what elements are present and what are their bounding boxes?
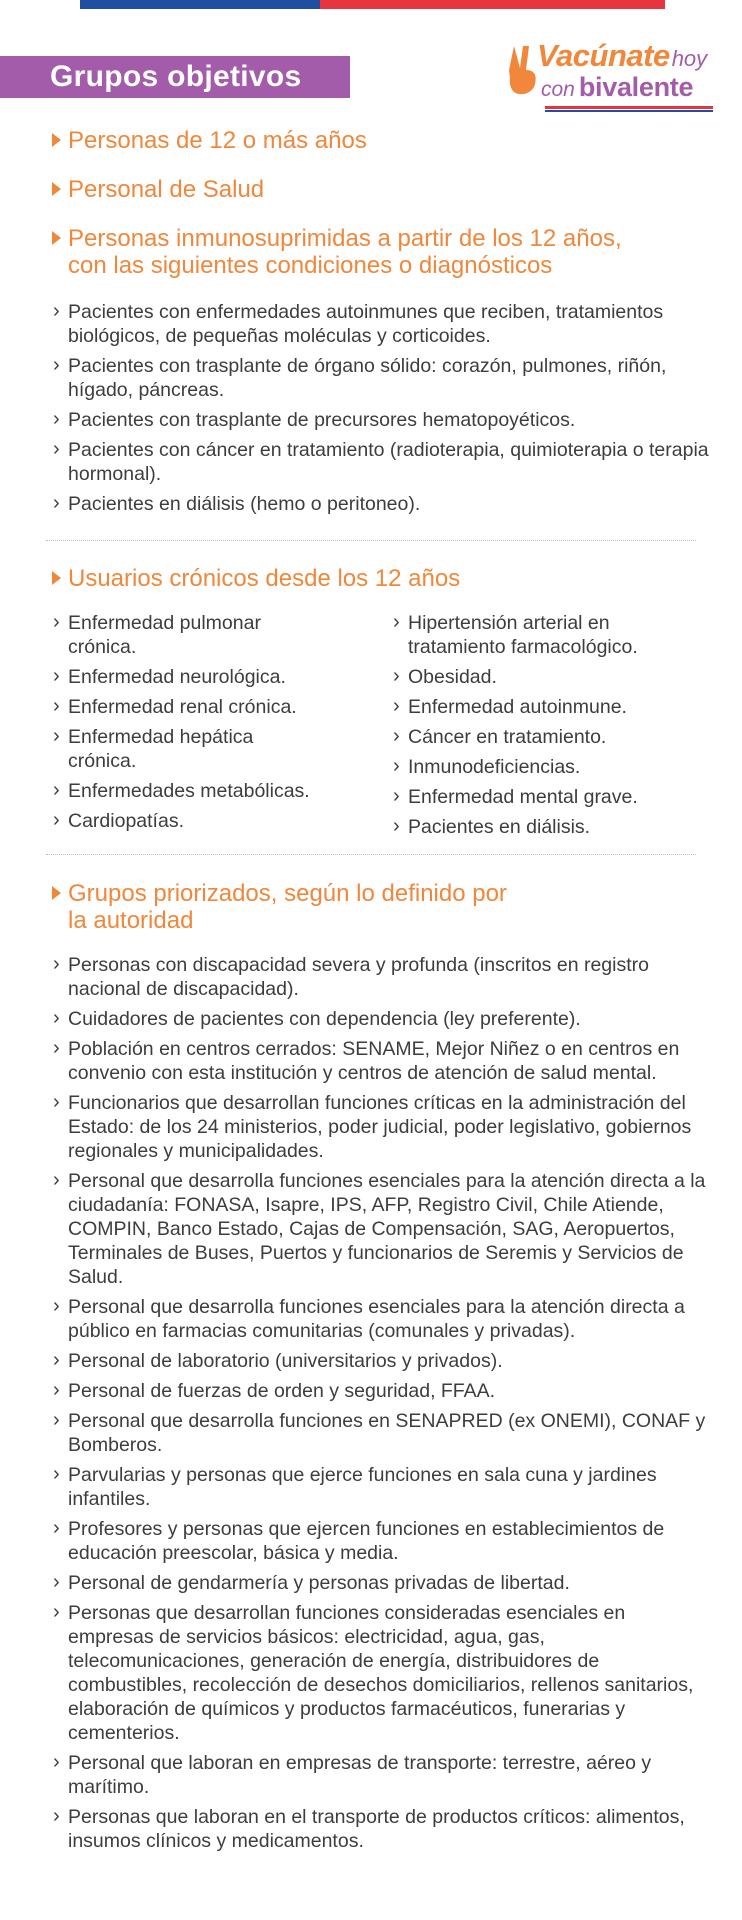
list-item: › Población en centros cerrados: SENAME, Mejor Niñez o en centros en convenio con esta institución y centros de atención de salud mental. — [56, 1037, 716, 1085]
heading-inmunosuprimidas-line1: Personas inmunosuprimidas a partir de los 12 años, — [68, 225, 622, 252]
list-item: › Cáncer en tratamiento. — [396, 725, 696, 749]
list-item: › Funcionarios que desarrollan funciones críticas en la administración del Estado: de los 24 ministerios, poder judicial, poder legislativo, gobiernos regionales y municipalidades. — [56, 1091, 716, 1163]
campaign-logo — [505, 38, 720, 113]
list-item: › Personas con discapacidad severa y profunda (inscritos en registro nacional de discapacidad). — [56, 953, 716, 1001]
logo-word-bivalente: bivalente — [578, 72, 694, 102]
list-item: › Hipertensión arterial en tratamiento farmacológico. — [396, 611, 696, 659]
list-item: › Enfermedad hepática crónica. — [56, 725, 326, 773]
list-item: › Parvularias y personas que ejerce funciones en sala cuna y jardines infantiles. — [56, 1463, 716, 1511]
list-item: › Pacientes con cáncer en tratamiento (radioterapia, quimioterapia o terapia hormonal). — [56, 438, 716, 486]
list-item: › Profesores y personas que ejercen funciones en establecimientos de educación preescolar, básica y media. — [56, 1517, 716, 1565]
logo-line-1 — [537, 38, 707, 74]
bullet-triangle-icon — [52, 182, 61, 196]
logo-underline-blue — [545, 110, 713, 112]
list-item: › Personal que desarrolla funciones esenciales para la atención directa a la ciudadanía: FONASA, Isapre, IPS, AFP, Registro Civil, Chile Atiende, COMPIN, Banco Estado, Cajas de Compensación, SAG, Aeropuertos, Terminales de Buses, Puertos y funcionarios de Seremis y Servicios de Salud. — [56, 1169, 716, 1289]
list-item: › Personas que laboran en el transporte de productos críticos: alimentos, insumos clínicos y medicamentos. — [56, 1805, 716, 1853]
victory-hand-icon — [505, 44, 541, 96]
list-item: › Cardiopatías. — [56, 809, 326, 833]
page-title: Grupos objetivos — [50, 60, 302, 93]
list-item: › Pacientes con enfermedades autoinmunes que reciben, tratamientos biológicos, de pequeñas moléculas y corticoides. — [56, 300, 716, 348]
list-item: › Personal que desarrolla funciones en SENAPRED (ex ONEMI), CONAF y Bomberos. — [56, 1409, 716, 1457]
list-item: › Enfermedad autoinmune. — [396, 695, 696, 719]
heading-usuarios-cronicos: Usuarios crónicos desde los 12 años — [68, 565, 461, 592]
inmunosuprimidos-list — [56, 300, 716, 522]
cronicos-list-col1 — [56, 611, 326, 839]
priorizados-list — [56, 953, 716, 1859]
list-item: › Cuidadores de pacientes con dependencia (ley preferente). — [56, 1007, 716, 1031]
heading-grupos-priorizados-line2: la autoridad — [68, 907, 194, 934]
bullet-triangle-icon — [52, 133, 61, 147]
flag-bar-blue — [80, 0, 320, 9]
list-item: › Pacientes con trasplante de órgano sólido: corazón, pulmones, riñón, hígado, páncreas. — [56, 354, 716, 402]
list-item: › Personal de fuerzas de orden y seguridad, FFAA. — [56, 1379, 716, 1403]
list-item: › Enfermedad neurológica. — [56, 665, 326, 689]
list-item: › Obesidad. — [396, 665, 696, 689]
bullet-triangle-icon — [52, 886, 61, 900]
list-item: › Inmunodeficiencias. — [396, 755, 696, 779]
list-item: › Enfermedades metabólicas. — [56, 779, 326, 803]
list-item: › Personal de gendarmería y personas privadas de libertad. — [56, 1571, 716, 1595]
section-divider — [46, 540, 696, 541]
list-item: › Enfermedad pulmonar crónica. — [56, 611, 326, 659]
list-item: › Enfermedad mental grave. — [396, 785, 696, 809]
logo-word-con: con — [541, 78, 575, 101]
logo-underline-red — [545, 106, 713, 109]
heading-grupos-priorizados-line1: Grupos priorizados, según lo definido por — [68, 880, 507, 907]
list-item: › Pacientes con trasplante de precursores hematopoyéticos. — [56, 408, 716, 432]
bullet-triangle-icon — [52, 571, 61, 585]
logo-word-vacunate: Vacúnate — [537, 38, 670, 73]
heading-personal-salud: Personal de Salud — [68, 176, 265, 203]
heading-personas-12: Personas de 12 o más años — [68, 127, 367, 154]
section-divider — [46, 854, 696, 855]
list-item: › Personal que laboran en empresas de transporte: terrestre, aéreo y marítimo. — [56, 1751, 716, 1799]
heading-inmunosuprimidas-line2: con las siguientes condiciones o diagnósticos — [68, 252, 553, 279]
list-item: › Personal que desarrolla funciones esenciales para la atención directa a público en farmacias comunitarias (comunales y privadas). — [56, 1295, 716, 1343]
cronicos-list-col2 — [396, 611, 696, 845]
bullet-triangle-icon — [52, 231, 61, 245]
list-item: › Pacientes en diálisis. — [396, 815, 696, 839]
list-item: › Personal de laboratorio (universitarios y privados). — [56, 1349, 716, 1373]
logo-word-hoy: hoy — [671, 46, 708, 71]
logo-line-2 — [541, 72, 693, 103]
list-item: › Enfermedad renal crónica. — [56, 695, 326, 719]
list-item: › Personas que desarrollan funciones consideradas esenciales en empresas de servicios básicos: electricidad, agua, gas, telecomunicaciones, generación de energía, distribuidores de combustibles, recolección de desechos domiciliarios, rellenos sanitarios, elaboración de químicos y productos farmacéuticos, funerarias y cementerios. — [56, 1601, 716, 1745]
flag-bar-red — [320, 0, 665, 9]
list-item: › Pacientes en diálisis (hemo o peritoneo). — [56, 492, 716, 516]
